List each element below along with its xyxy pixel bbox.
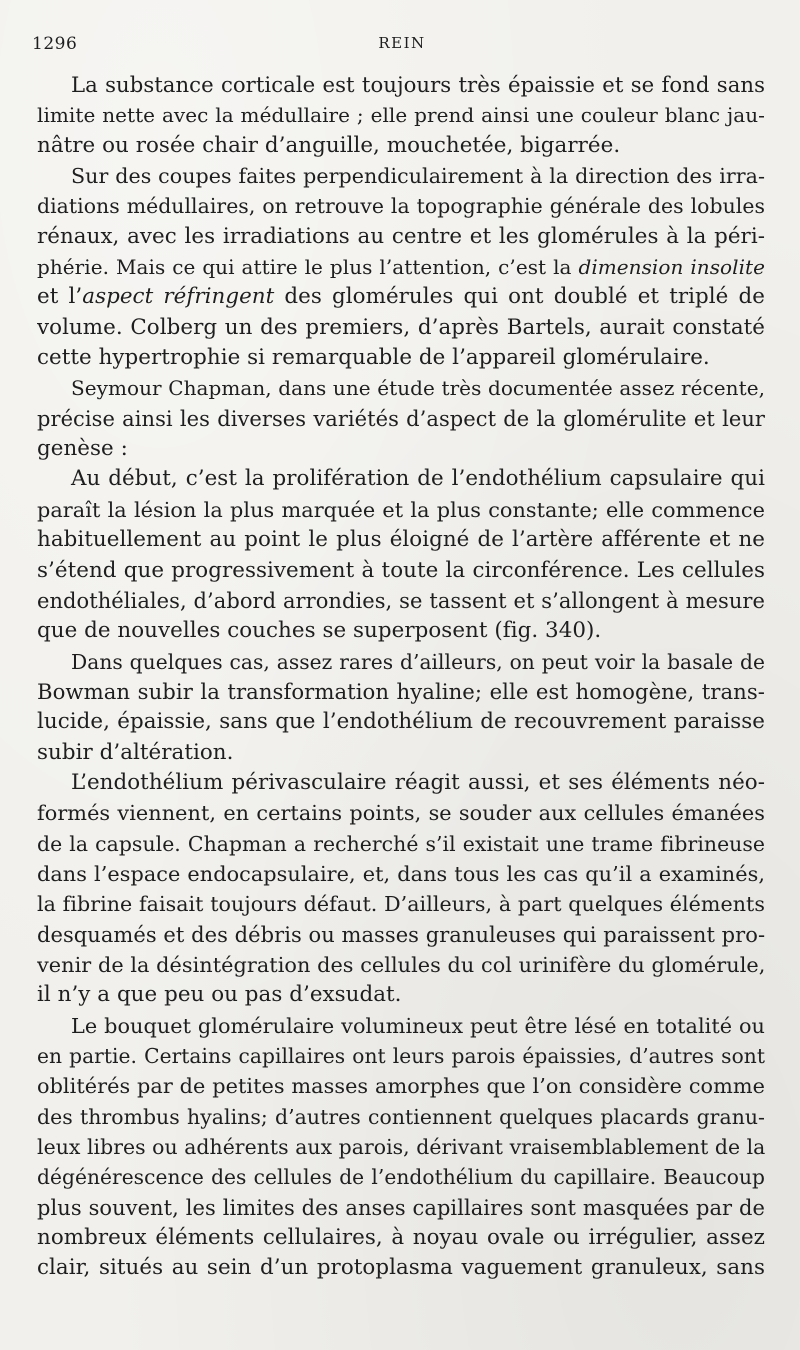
running-head <box>32 34 772 58</box>
text-run: Au début, c’est la prolifération de l’endothélium capsulaire qui <box>71 466 765 492</box>
text-line <box>37 586 765 616</box>
text-run: de la capsule. Chapman a recherché s’il existait une trame fibrineuse <box>37 831 765 856</box>
text-run: dans l’espace endocapsulaire, et, dans tous les cas qu’il a examinés, <box>37 861 765 886</box>
text-line <box>37 525 765 555</box>
text-run: Dans quelques cas, assez rares d’ailleurs, on peut voir la basale de <box>71 649 765 674</box>
text-line <box>37 404 765 434</box>
italic-text: dimension insolite <box>578 255 765 280</box>
text-line <box>37 343 765 373</box>
text-line <box>37 191 765 221</box>
text-run: que de nouvelles couches se superposent (fig. 340). <box>37 618 602 644</box>
text-line <box>37 373 765 403</box>
text-line <box>37 131 765 161</box>
text-run: dégénérescence des cellules de l’endothélium du capillaire. Beaucoup <box>37 1165 765 1190</box>
text-line <box>37 707 765 737</box>
text-run: et l’ <box>37 284 83 310</box>
text-line <box>37 434 765 464</box>
text-run: L’endothélium périvasculaire réagit aussi, et ses éléments néo- <box>71 769 765 795</box>
text-line <box>37 464 765 494</box>
text-line <box>37 738 765 768</box>
text-run: cette hypertrophie si remarquable de l’appareil glomérulaire. <box>37 345 710 371</box>
text-line <box>37 798 765 828</box>
text-line <box>37 313 765 343</box>
text-line <box>37 829 765 859</box>
text-line <box>37 1253 765 1283</box>
text-line <box>37 1223 765 1253</box>
text-line <box>37 1011 765 1041</box>
text-run: leux libres ou adhérents aux parois, dérivant vraisemblablement de la <box>37 1135 765 1160</box>
text-line <box>37 980 765 1010</box>
text-run: genèse : <box>37 436 128 462</box>
text-line <box>37 1102 765 1132</box>
text-run: oblitérés par de petites masses amorphes que l’on considère comme <box>37 1074 765 1099</box>
text-line <box>37 677 765 707</box>
text-run: la fibrine faisait toujours défaut. D’ailleurs, à part quelques éléments <box>37 892 765 917</box>
text-run: rénaux, avec les irradiations au centre et les glomérules à la péri- <box>37 223 765 249</box>
text-run: venir de la désintégration des cellules du col urinifère du glomérule, <box>37 952 765 977</box>
text-line <box>37 1041 765 1071</box>
text-run: habituellement au point le plus éloigné de l’artère afférente et ne <box>37 527 765 553</box>
text-line <box>37 920 765 950</box>
text-run: formés viennent, en certains points, se souder aux cellules émanées <box>37 801 765 826</box>
text-run: s’étend que progressivement à toute la circonférence. Les cellules <box>37 557 765 583</box>
text-line <box>37 100 765 130</box>
text-line <box>37 70 765 100</box>
text-run: il n’y a que peu ou pas d’exsudat. <box>37 982 402 1008</box>
text-line <box>37 1071 765 1101</box>
text-run: clair, situés au sein d’un protoplasma vaguement granuleux, sans <box>37 1255 765 1281</box>
text-line <box>37 1132 765 1162</box>
text-run: Bowman subir la transformation hyaline; elle est homogène, trans- <box>37 678 765 704</box>
text-run: phérie. Mais ce qui attire le plus l’attention, c’est la <box>37 255 579 280</box>
text-run: La substance corticale est toujours très épaissie et se fond sans <box>71 72 765 97</box>
text-run: plus souvent, les limites des anses capillaires sont masquées par de <box>37 1195 765 1220</box>
text-line <box>37 556 765 586</box>
text-line <box>37 1162 765 1192</box>
text-run: Le bouquet glomérulaire volumineux peut être lésé en totalité ou <box>71 1013 765 1038</box>
text-run: nombreux éléments cellulaires, à noyau ovale ou irrégulier, assez <box>37 1225 765 1251</box>
text-line <box>37 889 765 919</box>
text-run: lucide, épaissie, sans que l’endothélium de recouvrement paraisse <box>37 709 765 735</box>
text-line <box>37 859 765 889</box>
text-run: endothéliales, d’abord arrondies, se tassent et s’allongent à mesure <box>37 588 765 613</box>
text-line <box>37 616 765 646</box>
text-line <box>37 161 765 191</box>
text-run: précise ainsi les diverses variétés d’aspect de la glomérulite et leur <box>37 406 765 431</box>
text-line <box>37 282 765 312</box>
text-line <box>37 768 765 798</box>
page-number: 1296 <box>32 34 78 54</box>
body-text <box>37 70 765 1284</box>
text-run: des glomérules qui ont doublé et triplé de <box>274 284 765 310</box>
text-run: diations médullaires, on retrouve la topographie générale des lobules <box>37 194 765 219</box>
italic-text: aspect réfringent <box>82 284 275 310</box>
text-run: nâtre ou rosée chair d’anguille, mouchetée, bigarrée. <box>37 132 621 158</box>
text-run: des thrombus hyalins; d’autres contiennent quelques placards granu- <box>37 1104 765 1129</box>
text-line <box>37 950 765 980</box>
text-run: limite nette avec la médullaire ; elle prend ainsi une couleur blanc jau- <box>37 103 765 128</box>
text-run: Sur des coupes faites perpendiculairement à la direction des irra- <box>71 164 765 189</box>
text-line <box>37 252 765 282</box>
text-line <box>37 647 765 677</box>
text-run: volume. Colberg un des premiers, d’après Bartels, aurait constaté <box>37 314 765 340</box>
text-line <box>37 222 765 252</box>
text-line <box>37 1193 765 1223</box>
text-run: Seymour Chapman, dans une étude très documentée assez récente, <box>71 376 765 401</box>
text-run: paraît la lésion la plus marquée et la plus constante; elle commence <box>37 497 765 522</box>
text-line <box>37 495 765 525</box>
text-run: subir d’altération. <box>37 739 234 765</box>
text-run: en partie. Certains capillaires ont leurs parois épaissies, d’autres sont <box>37 1044 765 1068</box>
running-title: REIN <box>378 34 426 52</box>
text-run: desquamés et des débris ou masses granuleuses qui paraissent pro- <box>37 922 765 947</box>
